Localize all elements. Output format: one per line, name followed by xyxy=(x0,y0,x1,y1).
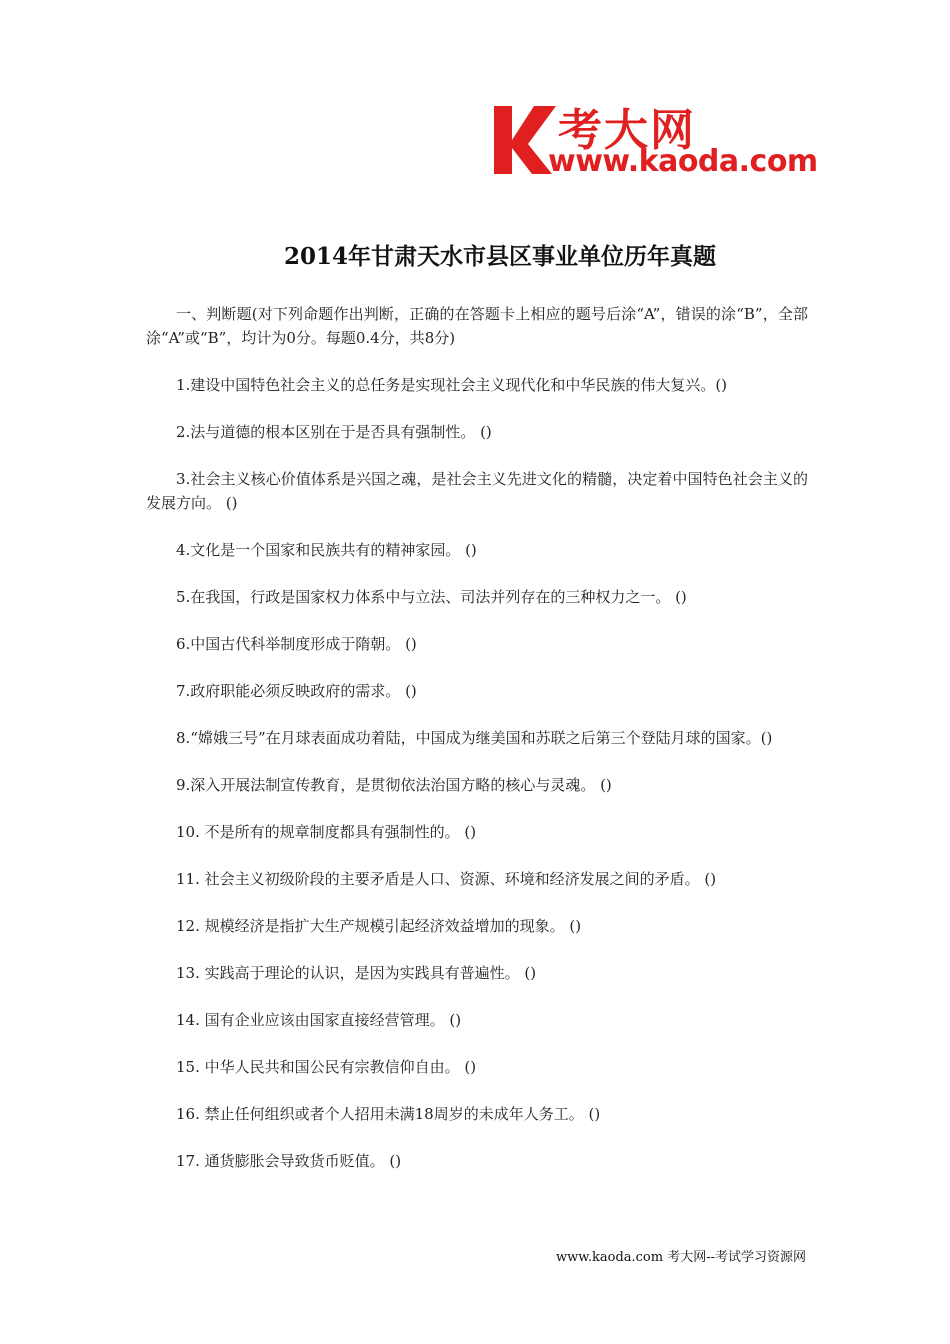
question-17: 17. 通货膨胀会导致货币贬值。 () xyxy=(176,1152,402,1170)
question-3: 3.社会主义核心价值体系是兴国之魂，是社会主义先进文化的精髓，决定着中国特色社会主义的发展方向。 () xyxy=(146,470,808,512)
question-13: 13. 实践高于理论的认识，是因为实践具有普遍性。 () xyxy=(176,964,537,982)
question-15: 15. 中华人民共和国公民有宗教信仰自由。 () xyxy=(176,1058,477,1076)
document-body xyxy=(146,302,808,1196)
question-12: 12. 规模经济是指扩大生产规模引起经济效益增加的现象。 () xyxy=(176,917,582,935)
question-14: 14. 国有企业应该由国家直接经营管理。 () xyxy=(176,1011,462,1029)
question-1: 1.建设中国特色社会主义的总任务是实现社会主义现代化和中华民族的伟大复兴。() xyxy=(176,376,728,394)
logo-url-text: www.kaoda.com xyxy=(548,144,818,179)
instructions: 一、判断题(对下列命题作出判断，正确的在答题卡上相应的题号后涂“A”，错误的涂“B”，全部涂“A”或“B”，均计为0分。每题0.4分，共8分) xyxy=(146,305,808,347)
page-title: 2014年甘肃天水市县区事业单位历年真题 xyxy=(283,243,716,270)
question-7: 7.政府职能必须反映政府的需求。 () xyxy=(176,682,417,700)
question-11: 11. 社会主义初级阶段的主要矛盾是人口、资源、环境和经济发展之间的矛盾。 () xyxy=(176,870,717,888)
question-16: 16. 禁止任何组织或者个人招用未满18周岁的未成年人务工。 () xyxy=(176,1105,601,1123)
question-9: 9.深入开展法制宣传教育，是贯彻依法治国方略的核心与灵魂。 () xyxy=(176,776,612,794)
question-4: 4.文化是一个国家和民族共有的精神家园。 () xyxy=(176,541,477,559)
question-6: 6.中国古代科举制度形成于隋朝。 () xyxy=(176,635,417,653)
logo-brand-text: 考大网 xyxy=(558,105,696,156)
question-10: 10. 不是所有的规章制度都具有强制性的。 () xyxy=(176,823,477,841)
page-footer: www.kaoda.com 考大网--考试学习资源网 xyxy=(556,1250,806,1265)
question-2: 2.法与道德的根本区别在于是否具有强制性。 () xyxy=(176,423,492,441)
kaoda-logo xyxy=(490,100,820,185)
question-5: 5.在我国，行政是国家权力体系中与立法、司法并列存在的三种权力之一。 () xyxy=(176,588,687,606)
question-8: 8.“嫦娥三号”在月球表面成功着陆，中国成为继美国和苏联之后第三个登陆月球的国家。() xyxy=(176,729,773,747)
